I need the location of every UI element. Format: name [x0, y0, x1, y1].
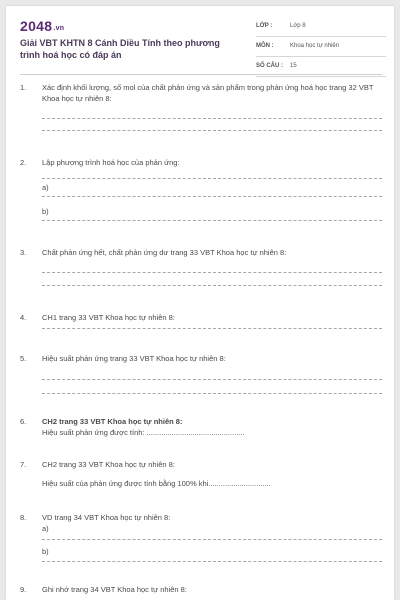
sub-label: a) [42, 183, 49, 192]
question-number: 9. [20, 585, 27, 594]
question-text: Ghi nhớ trang 34 VBT Khoa học tự nhiên 8: [42, 585, 187, 594]
question-number: 5. [20, 354, 27, 363]
question-number: 1. [20, 83, 27, 92]
answer-line[interactable] [42, 393, 382, 394]
header-divider [20, 74, 382, 75]
site-logo[interactable] [20, 18, 64, 34]
question-number: 2. [20, 158, 27, 167]
worksheet-page [6, 6, 394, 600]
answer-line[interactable] [42, 118, 382, 119]
question-text: Lập phương trình hoá học của phản ứng: [42, 158, 180, 167]
answer-prompt[interactable]: Hiệu suất của phản ứng được tính bằng 100% khi.............................. [42, 479, 271, 488]
question-text: Xác định khối lượng, số mol của chất phản ứng và sản phẩm trong phản ứng hoá học trang 32 VBT Khoa học tự nhiên 8: [42, 83, 374, 103]
question-text: Hiệu suất phản ứng trang 33 VBT Khoa học tự nhiên 8: [42, 354, 226, 363]
logo-suffix: .vn [53, 25, 65, 32]
answer-line[interactable] [42, 285, 382, 286]
answer-line[interactable] [42, 220, 382, 221]
question-text: Chất phản ứng hết, chất phản ứng dư trang 33 VBT Khoa học tự nhiên 8: [42, 248, 287, 257]
answer-line[interactable] [42, 178, 382, 179]
meta-label: SỐ CÂU : [256, 63, 283, 69]
question-text: CH2 trang 33 VBT Khoa học tự nhiên 8: [42, 417, 183, 426]
meta-value: 15 [290, 63, 297, 69]
meta-label: MÔN : [256, 43, 274, 49]
meta-value: Lớp 8 [290, 23, 306, 29]
meta-row-subject [256, 40, 386, 57]
meta-row-class [256, 20, 386, 37]
worksheet-header [6, 6, 394, 69]
sub-label: b) [42, 547, 49, 556]
question-number: 6. [20, 417, 27, 426]
page-title: Giải VBT KHTN 8 Cánh Diều Tính theo phương trình hoá học có đáp án [20, 38, 220, 60]
meta-label: LỚP : [256, 23, 273, 29]
answer-line[interactable] [42, 539, 382, 540]
answer-line[interactable] [42, 328, 382, 329]
question-number: 3. [20, 248, 27, 257]
question-text: VD trang 34 VBT Khoa học tự nhiên 8: [42, 513, 171, 522]
meta-info [256, 20, 386, 80]
answer-line[interactable] [42, 379, 382, 380]
question-text: CH2 trang 33 VBT Khoa học tự nhiên 8: [42, 460, 175, 469]
sub-label: b) [42, 207, 49, 216]
sub-label: a) [42, 524, 49, 533]
question-number: 7. [20, 460, 27, 469]
answer-line[interactable] [42, 196, 382, 197]
logo-text: 2048 [20, 18, 53, 34]
question-number: 4. [20, 313, 27, 322]
question-number: 8. [20, 513, 27, 522]
answer-prompt[interactable]: Hiệu suất phản ứng được tính: ............................................... [42, 428, 245, 437]
answer-line[interactable] [42, 561, 382, 562]
question-text: CH1 trang 33 VBT Khoa học tự nhiên 8: [42, 313, 175, 322]
answer-line[interactable] [42, 272, 382, 273]
answer-line[interactable] [42, 130, 382, 131]
meta-value: Khoa học tự nhiên [290, 43, 340, 49]
